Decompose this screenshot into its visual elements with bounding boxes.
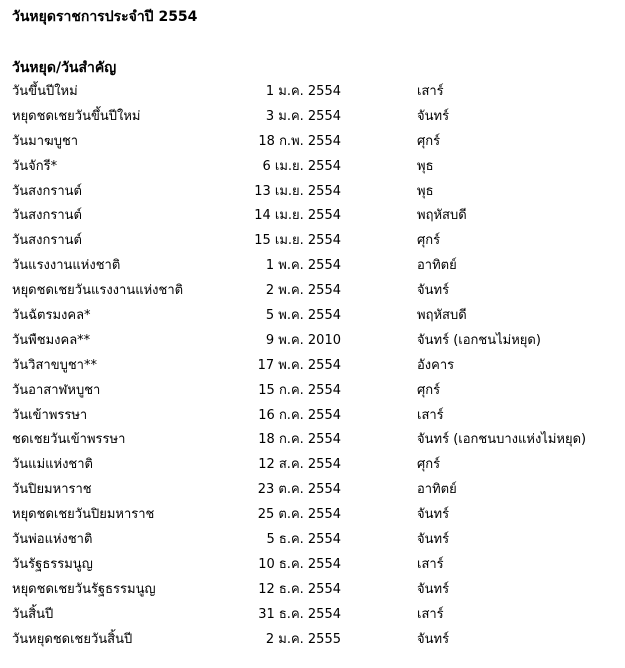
holiday-name: หยุดชดเชยวันปิยมหาราช — [12, 507, 155, 523]
holiday-weekday: จันทร์ (เอกชนบางแห่งไม่หยุด) — [417, 432, 587, 448]
holiday-weekday: จันทร์ — [417, 631, 450, 647]
holiday-date: 25 ต.ค. 2554 — [257, 507, 341, 523]
holiday-date: 15 ก.ค. 2554 — [258, 382, 341, 398]
holiday-weekday: จันทร์ — [417, 581, 450, 597]
holiday-weekday: พฤหัสบดี — [417, 208, 467, 224]
holiday-weekday: จันทร์ — [417, 108, 450, 124]
holiday-weekday: เสาร์ — [417, 407, 444, 423]
holiday-row — [0, 453, 625, 478]
holiday-name: วันสิ้นปี — [12, 606, 54, 622]
holiday-name: วันฉัตรมงคล* — [12, 308, 91, 324]
holiday-weekday: ศุกร์ — [417, 233, 441, 249]
holiday-date: 17 พ.ค. 2554 — [257, 357, 341, 373]
holiday-date: 18 ก.พ. 2554 — [258, 133, 341, 149]
holiday-date: 16 ก.ค. 2554 — [258, 407, 341, 423]
holiday-date: 18 ก.ค. 2554 — [258, 432, 341, 448]
holiday-weekday: จันทร์ — [417, 507, 450, 523]
holiday-row — [0, 180, 625, 205]
holiday-row — [0, 528, 625, 553]
holiday-date: 2 ม.ค. 2555 — [265, 631, 341, 647]
holiday-name: วันขึ้นปีใหม่ — [12, 84, 78, 99]
holiday-date: 9 พ.ค. 2010 — [265, 332, 341, 348]
holiday-weekday: อาทิตย์ — [417, 482, 457, 498]
holiday-row — [0, 329, 625, 354]
holiday-name: วันปิยมหาราช — [12, 482, 92, 498]
holiday-row — [0, 428, 625, 453]
holiday-date: 31 ธ.ค. 2554 — [258, 606, 341, 622]
holiday-weekday: เสาร์ — [417, 556, 444, 572]
holiday-row — [0, 404, 625, 429]
holiday-weekday: ศุกร์ — [417, 382, 441, 398]
holiday-row — [0, 354, 625, 379]
holiday-row — [0, 155, 625, 180]
holiday-row — [0, 578, 625, 603]
holiday-name: วันแรงงานแห่งชาติ — [12, 258, 121, 274]
holiday-weekday: อาทิตย์ — [417, 258, 457, 274]
holiday-name: วันพืชมงคล** — [12, 332, 91, 348]
holiday-weekday: จันทร์ — [417, 532, 450, 548]
holiday-name: วันหยุดชดเชยวันสิ้นปี — [12, 631, 133, 647]
holiday-date: 23 ต.ค. 2554 — [257, 482, 341, 498]
holiday-row — [0, 478, 625, 503]
holiday-date: 12 ส.ค. 2554 — [258, 457, 341, 473]
holiday-name: วันวิสาขบูชา** — [12, 357, 97, 373]
holiday-row — [0, 553, 625, 578]
holiday-date: 1 พ.ค. 2554 — [265, 258, 341, 274]
section-heading: วันหยุด/วันสำคัญ — [12, 60, 117, 76]
page-title: วันหยุดราชการประจำปี 2554 — [12, 9, 198, 25]
holiday-name: วันอาสาฬหบูชา — [12, 382, 101, 398]
holiday-date: 5 ธ.ค. 2554 — [266, 532, 341, 548]
holiday-weekday: อังคาร — [417, 357, 455, 373]
holiday-date: 14 เม.ย. 2554 — [254, 208, 341, 224]
holiday-weekday: เสาร์ — [417, 606, 444, 622]
holiday-name: วันรัฐธรรมนูญ — [12, 556, 93, 572]
holiday-name: วันเข้าพรรษา — [12, 407, 88, 423]
holiday-row — [0, 105, 625, 130]
holiday-name: วันสงกรานต์ — [12, 233, 82, 249]
holiday-row — [0, 80, 625, 105]
holiday-date: 15 เม.ย. 2554 — [254, 233, 341, 249]
holiday-row — [0, 229, 625, 254]
holiday-row — [0, 130, 625, 155]
holiday-name: วันจักรี* — [12, 158, 58, 174]
holiday-date: 12 ธ.ค. 2554 — [258, 581, 341, 597]
holiday-row — [0, 254, 625, 279]
holiday-date: 10 ธ.ค. 2554 — [258, 556, 341, 572]
holiday-row — [0, 603, 625, 628]
holiday-list — [0, 80, 625, 652]
holiday-row — [0, 304, 625, 329]
holiday-date: 3 ม.ค. 2554 — [265, 108, 341, 124]
holiday-name: วันพ่อแห่งชาติ — [12, 532, 93, 548]
holiday-name: หยุดชดเชยวันรัฐธรรมนูญ — [12, 581, 156, 597]
holiday-weekday: ศุกร์ — [417, 133, 441, 149]
holiday-name: วันสงกรานต์ — [12, 208, 82, 224]
holiday-weekday: จันทร์ — [417, 283, 450, 299]
holiday-name: ชดเชยวันเข้าพรรษา — [12, 432, 126, 448]
holiday-date: 2 พ.ค. 2554 — [265, 283, 341, 299]
holiday-date: 6 เม.ย. 2554 — [262, 158, 341, 174]
holiday-row — [0, 379, 625, 404]
holiday-weekday: พฤหัสบดี — [417, 308, 467, 324]
holiday-name: หยุดชดเชยวันขึ้นปีใหม่ — [12, 108, 141, 124]
holiday-row — [0, 204, 625, 229]
holiday-row — [0, 628, 625, 653]
holiday-weekday: เสาร์ — [417, 84, 444, 99]
holiday-row — [0, 503, 625, 528]
holiday-name: วันสงกรานต์ — [12, 183, 82, 199]
holiday-name: หยุดชดเชยวันแรงงานแห่งชาติ — [12, 283, 184, 299]
holiday-date: 13 เม.ย. 2554 — [254, 183, 341, 199]
holiday-weekday: จันทร์ (เอกชนไม่หยุด) — [417, 332, 541, 348]
holiday-weekday: พุธ — [417, 183, 434, 199]
holiday-date: 5 พ.ค. 2554 — [265, 308, 341, 324]
holiday-row — [0, 279, 625, 304]
holiday-name: วันมาฆบูชา — [12, 133, 79, 149]
holiday-weekday: ศุกร์ — [417, 457, 441, 473]
holiday-date: 1 ม.ค. 2554 — [265, 84, 341, 99]
holiday-weekday: พุธ — [417, 158, 434, 174]
holiday-name: วันแม่แห่งชาติ — [12, 457, 93, 473]
